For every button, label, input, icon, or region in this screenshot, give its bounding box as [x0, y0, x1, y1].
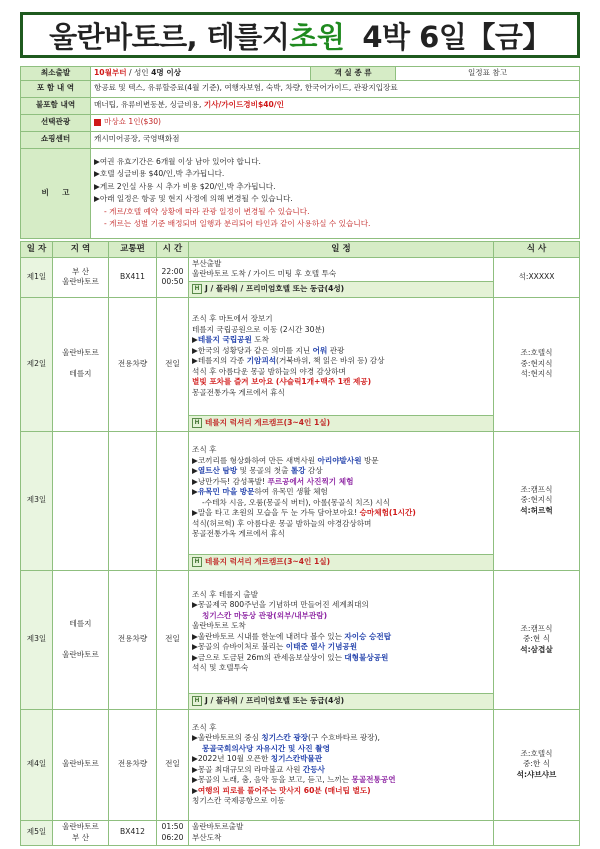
- day-label: 제1일: [21, 257, 53, 297]
- hotel-row: H J / 플라워 / 프리미엄호텔 또는 동급(4성): [189, 693, 494, 709]
- page-title: 울란바토르, 테를지 초원 4박 6일【금】: [20, 12, 580, 58]
- header-meal: 식 사: [494, 241, 580, 257]
- table-row: 제3일 조식 후 ▶코끼리를 형상화하여 만든 새벽사원 아리야발사원 방문 ▶열트산 탐방 및 몽골의 첫출 톨강 감상 ▶낭만가득! 감성폭발! 푸르공에서 사진찍기 체험 ▶유목민 마을 방문하여 유목민 생활 체험 -수테차 시음, 오룸(몽골식 버터), 아롤(몽골식 치즈) 시식 ▶말을 타고 초원의 모습을 두 눈 가득 담아보아요! 승마체험(1시간) 석식(허르헉) 후 아름다운 몽골 밤하늘의 야경감상하며 몽골전통가옥 게르에서 휴식 조:캠프식 중:현지식 석:허르헉: [21, 431, 580, 554]
- hotel-icon: H: [192, 284, 202, 294]
- schedule-table: [20, 241, 580, 846]
- red-square-icon: [94, 119, 101, 126]
- title-highlight: 초원: [289, 19, 345, 54]
- header-time: 시 간: [157, 241, 189, 257]
- hotel-icon: H: [192, 418, 202, 428]
- header-transport: 교통편: [109, 241, 157, 257]
- table-row: 제1일 부 산 울란바토르 BX411 22:00 00:50 부산출발 울란바토르 도착 / 가이드 미팅 후 호텔 투숙 석:XXXXX: [21, 257, 580, 281]
- hotel-row: H 테를지 럭셔리 게르캠프(3~4인 1실): [189, 415, 494, 431]
- excludes-value: 매너팁, 유류비변동분, 싱글비용, 기사/가이드경비$40/인: [91, 97, 580, 114]
- info-table: [20, 66, 580, 239]
- hotel-icon: H: [192, 696, 202, 706]
- hotel-icon: H: [192, 557, 202, 567]
- excludes-label: 불포함 내역: [21, 97, 91, 114]
- table-row: 제2일 울란바토르 테를지 전용차량 전일 조식 후 마트에서 장보기 테를지 국립공원으로 이동 (2시간 30분) ▶테를지 국립공원 도착 ▶한국의 성황당과 같은 의미를 지닌 어워 관광 ▶테를지의 각종 기암괴석(거북바위, 책 읽은 바위 등) 감상 석식 후 아름다운 몽골 밤하늘의 야경 감상하며 별빛 포차를 즐겨 보아요 (샤슬릭1개+맥주 1캔 제공) 몽골전통가옥 게르에서 휴식 조:호텔식 중:현지식 석:현지식: [21, 297, 580, 415]
- min-departure-value: 10월부터 / 성인 4명 이상: [91, 67, 311, 81]
- room-type-label: 객 실 종 류: [311, 67, 396, 81]
- optional-tour-value: 마상쇼 1인($30): [91, 114, 580, 131]
- remarks-label: 비 고: [21, 148, 91, 238]
- day-label: 제3일: [21, 570, 53, 709]
- min-departure-label: 최소출발: [21, 67, 91, 81]
- shopping-label: 쇼핑센터: [21, 131, 91, 148]
- day-label: 제4일: [21, 709, 53, 820]
- day-label: 제2일: [21, 297, 53, 431]
- shopping-value: 캐시미어공장, 국영백화점: [91, 131, 580, 148]
- header-schedule: 일 정: [189, 241, 494, 257]
- header-date: 일 자: [21, 241, 53, 257]
- remarks-value: ▶여권 유효기간은 6개월 이상 남아 있어야 합니다. ▶호텔 싱글비용 $40/인,박 추가됩니다. ▶게르 2인실 사용 시 추가 비용 $20/인,박 추가됩니다. ▶아래 일정은 항공 및 현지 사정에 의해 변경될 수 있습니다. - 게르/호텔 예약 상황에 따라 관광 일정이 변경될 수 있습니다. - 게르는 성별 기준 배정되며 일행과 분리되어 타인과 같이 사용하실 수 있습니다.: [91, 148, 580, 238]
- table-row: 제5일 울란바토르 부 산 BX412 01:50 06:20 울란바토르출발 부산도착: [21, 820, 580, 845]
- day-label: 제3일: [21, 431, 53, 570]
- table-row: 제4일 울란바토르 전용차량 전일 조식 후 ▶울란바토르의 중심 칭기스칸 광장(구 수흐바타르 광장), 몽골국회의사당 자유시간 및 사진 촬영 ▶2022년 10월 오픈한 칭기스칸박물관 ▶몽골 최대규모의 라마불교 사원 간등사 ▶몽골의 노래, 춤, 음악 등을 보고, 듣고, 느끼는 몽골전통공연 ▶여행의 피로를 풀어주는 맛사지 60분 (매너팁 별도) 칭기스칸 국제공항으로 이동 조:호텔식 중:한 식 석:샤브샤브: [21, 709, 580, 820]
- hotel-row: H J / 플라워 / 프리미엄호텔 또는 동급(4성): [189, 281, 494, 297]
- includes-value: 항공료 및 텍스, 유류할증료(4월 기준), 여행자보험, 숙박, 차량, 한국어가이드, 관광지입장료: [91, 80, 580, 97]
- itinerary-page: [20, 12, 580, 846]
- header-region: 지 역: [53, 241, 109, 257]
- optional-tour-label: 선택관광: [21, 114, 91, 131]
- table-row: 제3일 테를지 울란바토르 전용차량 전일 조식 후 테를지 출발 ▶몽골제국 800주년을 기념하며 만들어진 세계최대의 칭기스칸 마동상 관광(외부/내부관람) 울란바토르 도착 ▶울란바토르 시내를 한눈에 내려다 볼수 있는 자이승 승전탑 ▶몽골의 슈바이처로 불리는 이태준 열사 기념공원 ▶금으로 도금된 26m의 관세음보살상이 있는 대형불상공원 석식 및 호텔투숙 조:캠프식 중:현 식 석:삼겹살: [21, 570, 580, 693]
- hotel-row: H 테를지 럭셔리 게르캠프(3~4인 1실): [189, 554, 494, 570]
- day-label: 제5일: [21, 820, 53, 845]
- includes-label: 포 함 내 역: [21, 80, 91, 97]
- room-type-value: 일정표 참고: [396, 67, 580, 81]
